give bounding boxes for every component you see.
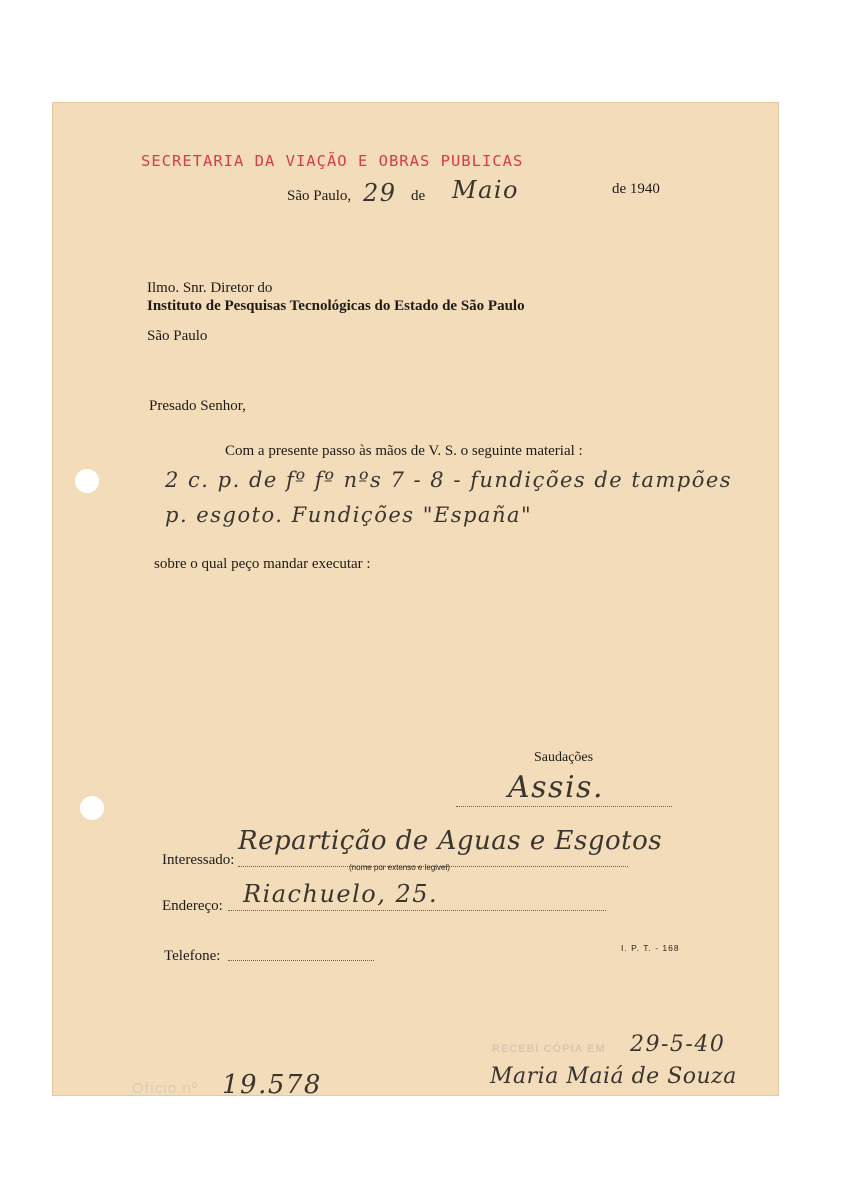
department-header: SECRETARIA DA VIAÇÃO E OBRAS PUBLICAS xyxy=(141,152,524,170)
recipient-institute: Instituto de Pesquisas Tecnológicas do Estado de São Paulo xyxy=(147,298,525,314)
oficio-number: 19.578 xyxy=(222,1070,322,1100)
binder-hole-top xyxy=(75,469,99,493)
closing-greeting: Saudações xyxy=(534,750,594,765)
telefone-line xyxy=(228,960,374,961)
request-text: sobre o qual peço mandar executar : xyxy=(154,556,371,572)
date-year: de 1940 xyxy=(612,181,660,197)
endereco-label: Endereço: xyxy=(162,898,223,914)
date-de-label: de xyxy=(411,188,426,204)
city-prefix: São Paulo, xyxy=(287,188,352,204)
interessado-label: Interessado: xyxy=(162,852,235,868)
signature: Assis. xyxy=(508,770,604,805)
date-month: Maio xyxy=(452,176,520,204)
signature-line xyxy=(456,806,672,807)
form-code: I. P. T. - 168 xyxy=(621,943,680,953)
telefone-label: Telefone: xyxy=(164,948,221,964)
salutation: Presado Senhor, xyxy=(149,398,246,414)
recipient-line-1: Ilmo. Snr. Diretor do xyxy=(147,280,273,296)
receipt-date: 29-5-40 xyxy=(630,1032,726,1057)
date-day: 29 xyxy=(363,179,397,207)
intro-text: Com a presente passo às mãos de V. S. o seguinte material : xyxy=(225,443,583,459)
receipt-signature: Maria Maiá de Souza xyxy=(490,1064,737,1089)
material-description-line-2: p. esgoto. Fundições "España" xyxy=(165,503,533,527)
interessado-value: Repartição de Aguas e Esgotos xyxy=(238,826,663,856)
recipient-city: São Paulo xyxy=(147,328,208,344)
interessado-note: (nome por extenso e legivel) xyxy=(349,863,450,872)
endereco-line xyxy=(228,910,606,911)
endereco-value: Riachuelo, 25. xyxy=(243,880,439,908)
binder-hole-bottom xyxy=(80,796,104,820)
receipt-stamp: RECEBI CÓPIA EM xyxy=(492,1043,606,1055)
oficio-stamp: Ofício nº xyxy=(132,1080,199,1097)
material-description-line-1: 2 c. p. de fº fº nºs 7 - 8 - fundições de tampões xyxy=(165,468,733,492)
